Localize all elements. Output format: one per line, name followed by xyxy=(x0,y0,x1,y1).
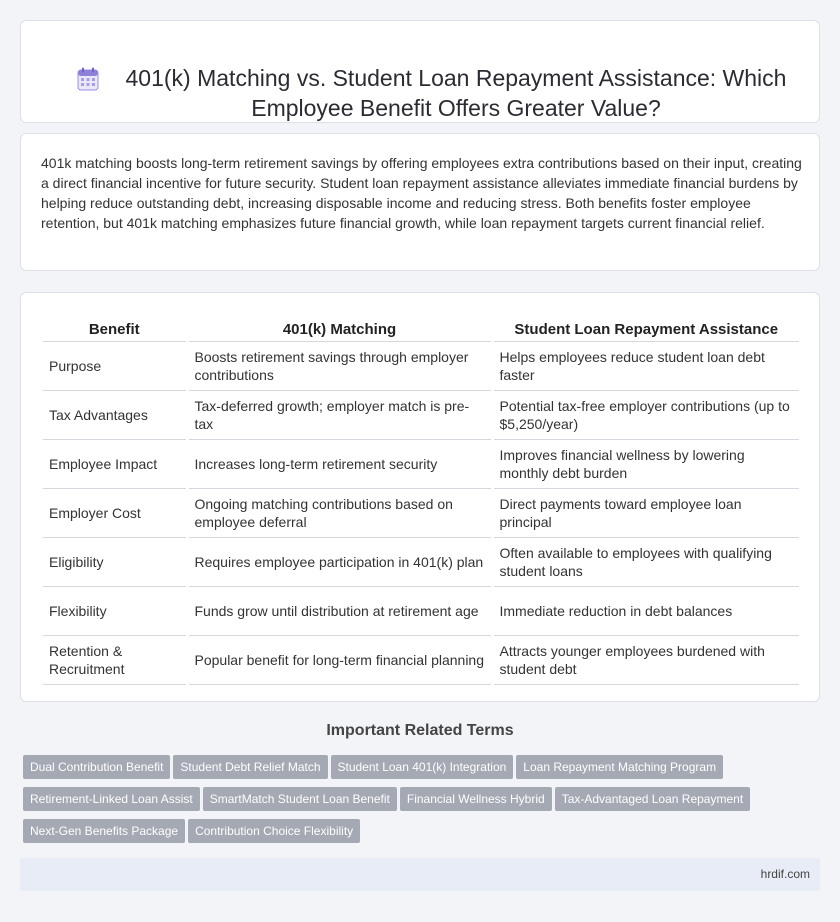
row-label: Purpose xyxy=(43,341,187,390)
cell-loan-assistance: Often available to employees with qualifying student loans xyxy=(492,537,799,586)
row-label: Employee Impact xyxy=(43,439,187,488)
cell-loan-assistance: Direct payments toward employee loan principal xyxy=(492,488,799,537)
comparison-card xyxy=(20,292,820,702)
title-card xyxy=(20,20,820,123)
intro-paragraph: 401k matching boosts long-term retirement savings by offering employees extra contributions based on their input, creating a direct financial incentive for future security. Student loan repayment assistance alleviates immediate financial burdens by helping reduce outstanding debt, increasing disposable income and reducing stress. Both benefits foster employee retention, but 401k matching emphasizes future financial growth, while loan repayment targets current financial relief. xyxy=(41,155,802,231)
cell-401k: Ongoing matching contributions based on employee deferral xyxy=(187,488,492,537)
related-term-tag[interactable]: Dual Contribution Benefit xyxy=(23,755,170,779)
table-row xyxy=(43,488,799,537)
row-label: Employer Cost xyxy=(43,488,187,537)
column-header-loan-assistance: Student Loan Repayment Assistance xyxy=(492,315,799,341)
intro-card xyxy=(20,133,820,271)
cell-loan-assistance: Helps employees reduce student loan debt faster xyxy=(492,341,799,390)
column-header-benefit: Benefit xyxy=(43,315,187,341)
related-term-tag[interactable]: Contribution Choice Flexibility xyxy=(188,819,360,843)
row-label: Eligibility xyxy=(43,537,187,586)
related-terms-row xyxy=(23,755,726,779)
cell-401k: Funds grow until distribution at retirement age xyxy=(187,586,492,635)
table-row xyxy=(43,586,799,635)
cell-loan-assistance: Immediate reduction in debt balances xyxy=(492,586,799,635)
table-row xyxy=(43,390,799,439)
page-title: 401(k) Matching vs. Student Loan Repayment Assistance: Which Employee Benefit Offers Greater Value? xyxy=(125,65,787,121)
related-terms-row xyxy=(23,787,753,811)
calendar-icon xyxy=(77,67,99,91)
related-terms-row xyxy=(23,819,363,843)
table-row xyxy=(43,341,799,390)
comparison-table xyxy=(43,315,799,685)
related-term-tag[interactable]: Financial Wellness Hybrid xyxy=(400,787,552,811)
cell-401k: Popular benefit for long-term financial planning xyxy=(187,635,492,684)
cell-401k: Tax-deferred growth; employer match is pre-tax xyxy=(187,390,492,439)
table-row xyxy=(43,635,799,684)
related-term-tag[interactable]: Student Debt Relief Match xyxy=(173,755,327,779)
table-header-row xyxy=(43,315,799,341)
cell-401k: Requires employee participation in 401(k) plan xyxy=(187,537,492,586)
related-terms-heading: Important Related Terms xyxy=(326,722,514,739)
cell-loan-assistance: Attracts younger employees burdened with student debt xyxy=(492,635,799,684)
cell-loan-assistance: Potential tax-free employer contributions (up to $5,250/year) xyxy=(492,390,799,439)
row-label: Flexibility xyxy=(43,586,187,635)
related-term-tag[interactable]: SmartMatch Student Loan Benefit xyxy=(203,787,397,811)
footer xyxy=(20,858,820,891)
related-term-tag[interactable]: Tax-Advantaged Loan Repayment xyxy=(555,787,750,811)
related-term-tag[interactable]: Loan Repayment Matching Program xyxy=(516,755,723,779)
cell-loan-assistance: Improves financial wellness by lowering monthly debt burden xyxy=(492,439,799,488)
footer-site-link[interactable]: hrdif.com xyxy=(760,867,810,881)
cell-401k: Increases long-term retirement security xyxy=(187,439,492,488)
row-label: Tax Advantages xyxy=(43,390,187,439)
table-row xyxy=(43,439,799,488)
related-term-tag[interactable]: Retirement-Linked Loan Assist xyxy=(23,787,200,811)
related-term-tag[interactable]: Next-Gen Benefits Package xyxy=(23,819,185,843)
cell-401k: Boosts retirement savings through employer contributions xyxy=(187,341,492,390)
column-header-401k: 401(k) Matching xyxy=(187,315,492,341)
table-row xyxy=(43,537,799,586)
row-label: Retention & Recruitment xyxy=(43,635,187,684)
related-term-tag[interactable]: Student Loan 401(k) Integration xyxy=(331,755,514,779)
